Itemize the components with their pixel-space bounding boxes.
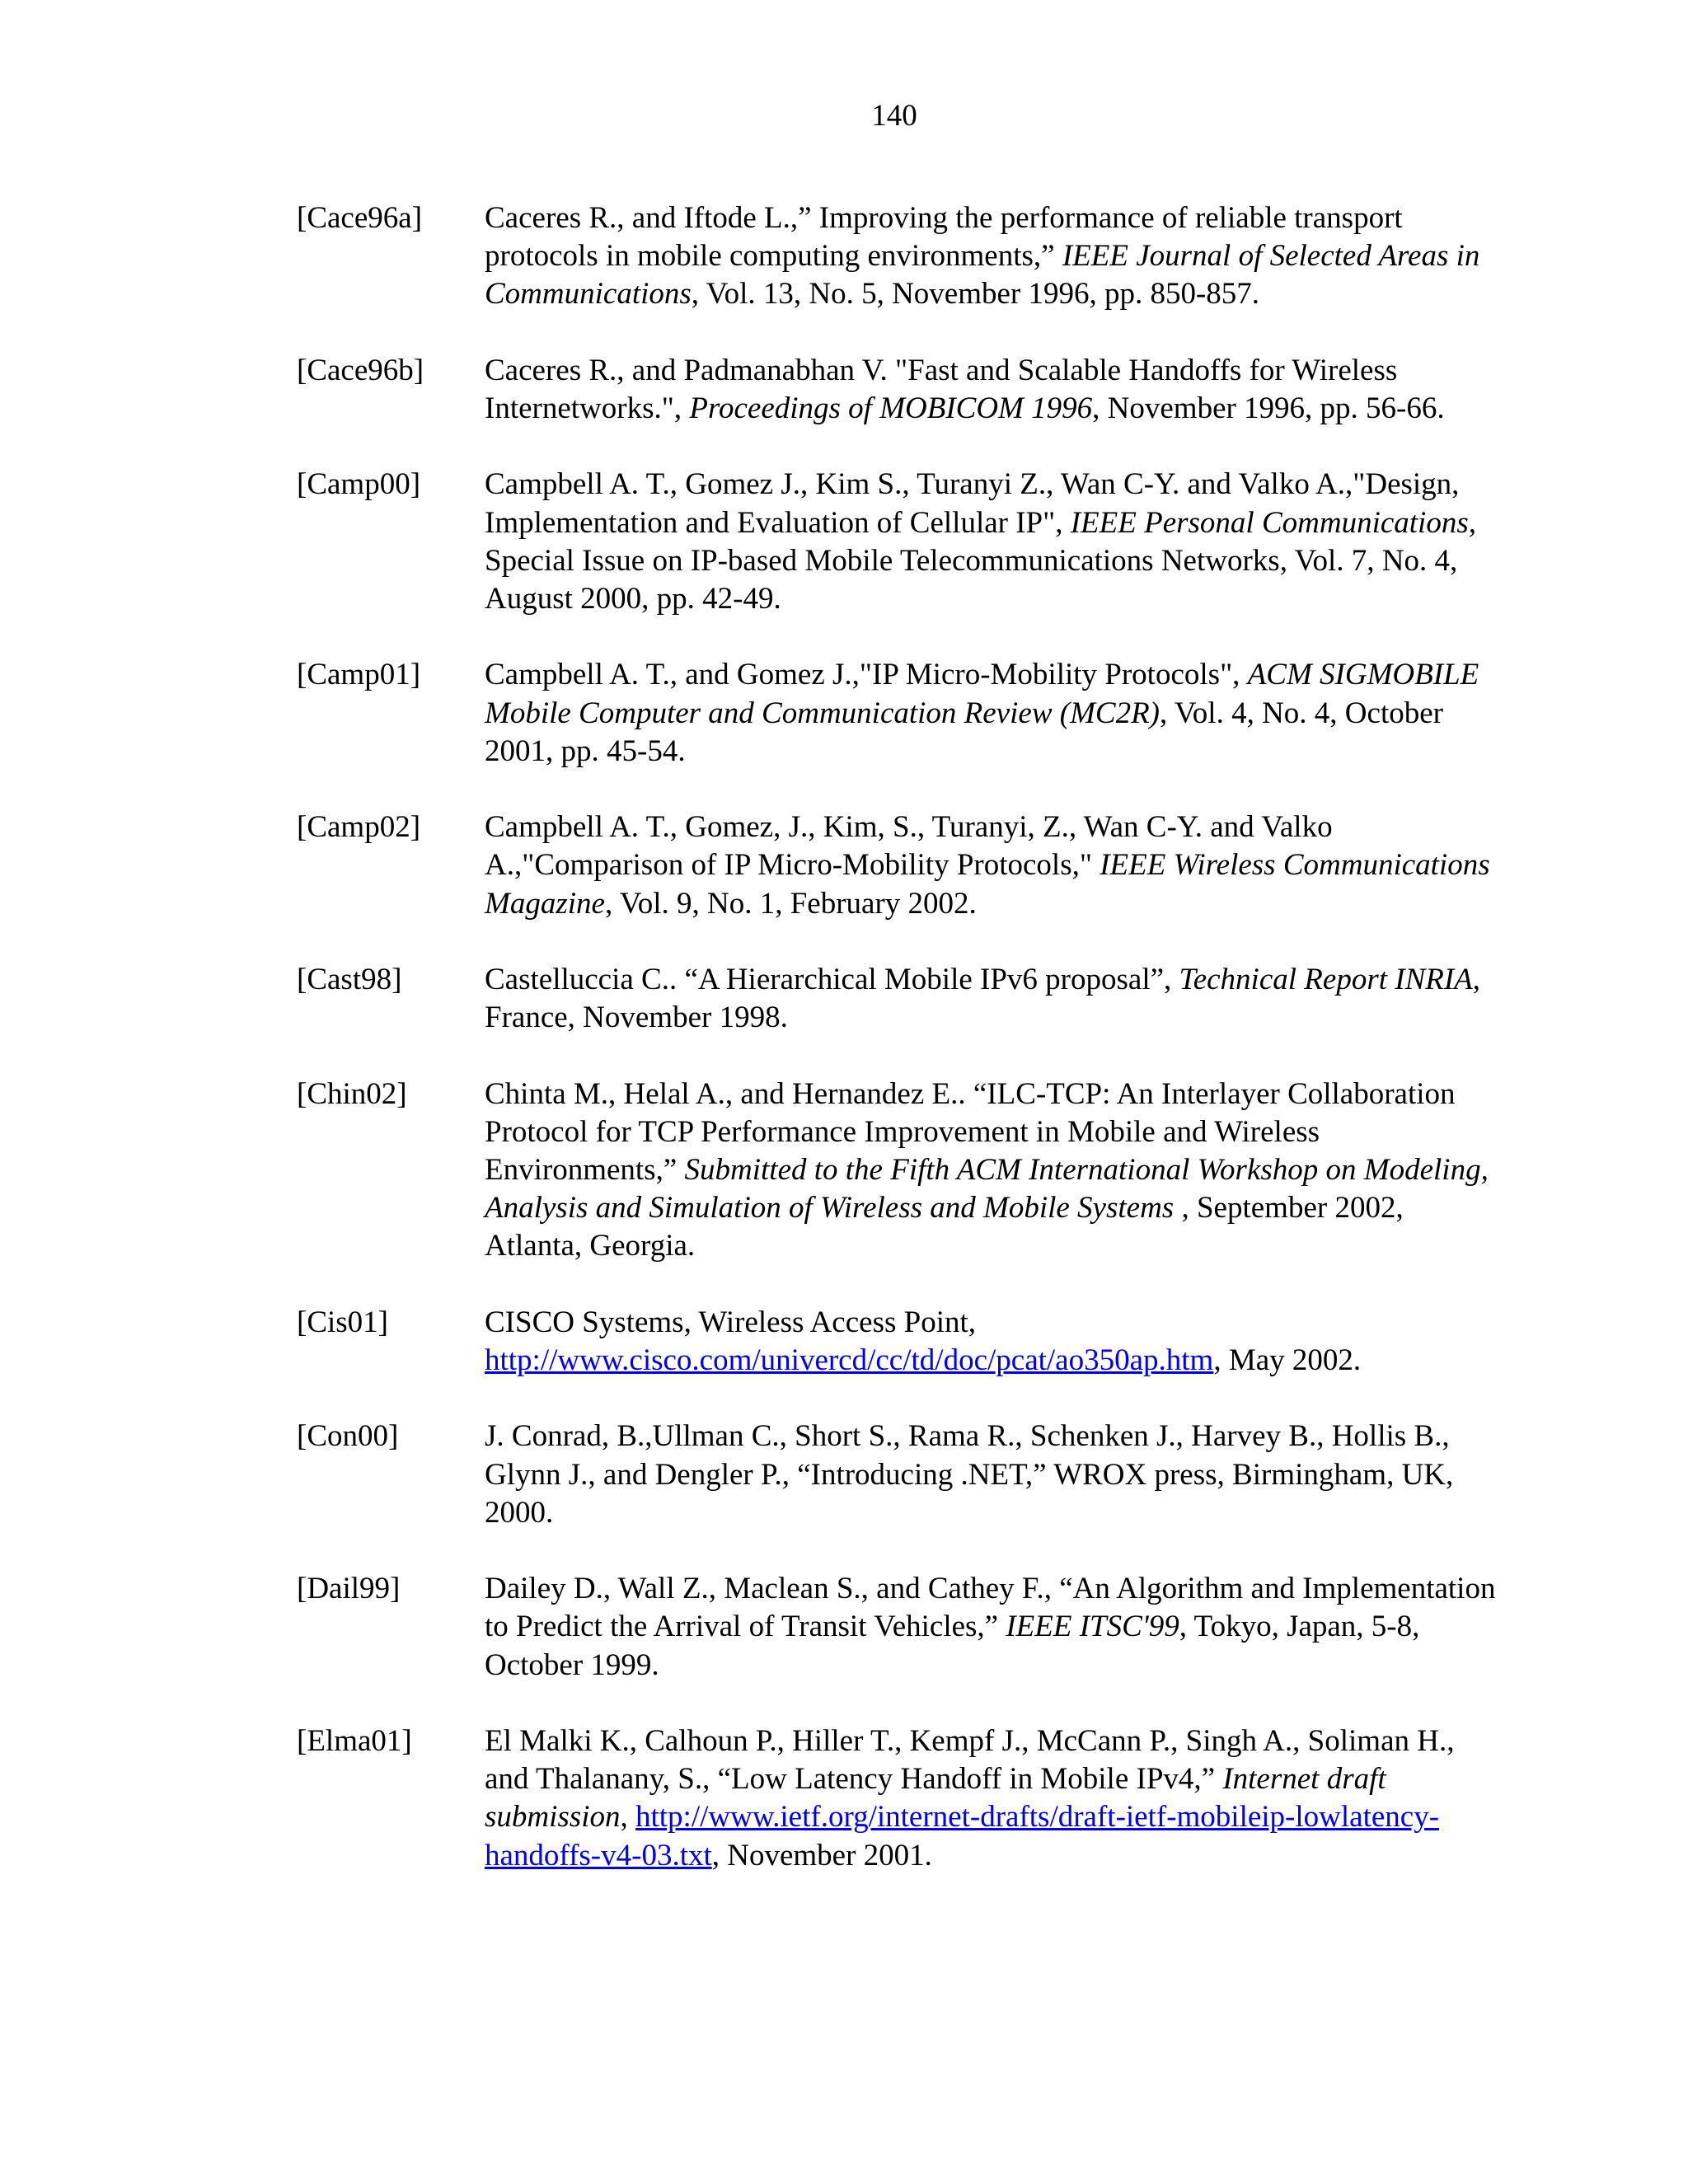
reference-text [485,1304,1500,1380]
reference-text-segment: , November 2001. [711,1838,932,1872]
reference-link[interactable]: http://www.ietf.org/internet-drafts/draft-ietf-mobileip-lowlatency-handoffs-v4-03.txt [485,1800,1440,1872]
reference-text [485,1570,1500,1685]
reference-key: [Elma01] [297,1723,412,1758]
reference-key: [Cace96a] [297,201,423,235]
reference-text-segment: , France, November 1998. [485,962,1481,1035]
reference-text [485,1722,1500,1875]
reference-entry [297,1418,1500,1532]
reference-italic-title: IEEE Wireless Communications Magazine [485,848,1490,921]
reference-entry [297,656,1500,771]
reference-key: [Dail99] [297,1572,401,1606]
reference-text-segment: Special Issue on IP-based Mobile Telecommunications Networks, Vol. 7, No. 4, August 2000, pp. 42-49. [485,543,1458,616]
reference-key: [Camp00] [297,467,421,502]
reference-text-segment: , November 1996, pp. 56-66. [1092,391,1445,425]
reference-text [485,352,1500,428]
reference-key: [Cast98] [297,962,402,996]
reference-text-segment: , [620,1800,635,1835]
reference-entry [297,808,1500,923]
reference-text-segment: J. Conrad, B.,Ullman C., Short S., Rama R., Schenken J., Harvey B., Hollis B., Glynn J., and Dengler P., “Introducing .NET,” WROX press, Birmingham, UK, 2000. [485,1419,1454,1530]
reference-text-segment: Campbell A. T., Gomez, J., Kim, S., Turanyi, Z., Wan C-Y. and Valko A.,"Comparison of IP Micro-Mobility Protocols," [485,810,1333,883]
reference-text-segment: , Vol. 9, No. 1, February 2002. [604,886,977,921]
reference-text-segment: Campbell A. T., Gomez J., Kim S., Turanyi Z., Wan C-Y. and Valko A.,"Design, Implementation and Evaluation of Cellular IP", [485,467,1460,540]
reference-key: [Cis01] [297,1305,388,1339]
reference-italic-title: ACM SIGMOBILE Mobile Computer and Communication Review (MC2R) [485,658,1479,730]
reference-text-segment: , Vol. 13, No. 5, November 1996, pp. 850-857. [691,277,1260,312]
reference-text-segment: Castelluccia C.. “A Hierarchical Mobile IPv6 proposal”, [485,962,1179,996]
reference-text-segment: , Vol. 4, No. 4, October 2001, pp. 45-54. [485,696,1443,768]
reference-text-segment: Caceres R., and Padmanabhan V. "Fast and Scalable Handoffs for Wireless Internetworks.", [485,353,1398,425]
reference-text [485,656,1500,771]
reference-text [485,961,1500,1037]
page-number: 140 [871,99,917,133]
reference-key: [Camp01] [297,658,421,692]
reference-text [485,1418,1500,1532]
reference-text [485,808,1500,923]
reference-text-segment: Chinta M., Helal A., and Hernandez E.. “ILC-TCP: An Interlayer Collaboration Protocol for TCP Performance Improvement in Mobile and Wireless Environments,” [485,1076,1456,1187]
reference-italic-title: Proceedings of MOBICOM 1996 [689,391,1093,425]
reference-text-segment: Campbell A. T., and Gomez J.,"IP Micro-Mobility Protocols", [485,658,1248,692]
reference-link[interactable]: http://www.cisco.com/univercd/cc/td/doc/pcat/ao350ap.htm [485,1343,1214,1377]
reference-entry [297,1722,1500,1875]
reference-italic-title: Technical Report INRIA [1179,962,1473,996]
reference-text-segment: , Tokyo, Japan, 5-8, October 1999. [485,1610,1420,1682]
reference-italic-title: IEEE Personal Communications, [1070,505,1476,540]
reference-key: [Cace96b] [297,353,424,387]
reference-text-segment: CISCO Systems, Wireless Access Point, [485,1305,977,1339]
reference-text-segment: El Malki K., Calhoun P., Hiller T., Kempf J., McCann P., Singh A., Soliman H., and Thalanany, S., “Low Latency Handoff in Mobile IPv4,” [485,1723,1455,1797]
reference-text [485,199,1500,314]
reference-text-segment: , September 2002, Atlanta, Georgia. [485,1191,1404,1263]
reference-italic-title: Internet draft submission [485,1762,1386,1835]
reference-text [485,1076,1500,1266]
reference-entry [297,1076,1500,1266]
reference-italic-title: IEEE ITSC'99 [1006,1610,1179,1644]
reference-entry [297,199,1500,314]
reference-text-segment: Caceres R., and Iftode L.,” Improving the performance of reliable transport protocols in mobile computing environments,” [485,201,1403,274]
reference-key: [Con00] [297,1419,399,1454]
reference-key: [Chin02] [297,1076,407,1111]
reference-entry [297,352,1500,428]
reference-italic-title: IEEE Journal of Selected Areas in Communications [485,239,1480,312]
reference-entry [297,466,1500,618]
reference-italic-title: Submitted to the Fifth ACM International Workshop on Modeling, Analysis and Simulation of Wireless and Mobile Systems [485,1152,1489,1226]
reference-entry [297,1304,1500,1380]
reference-text-segment: , May 2002. [1213,1343,1362,1377]
reference-key: [Camp02] [297,810,421,845]
reference-list [297,199,1500,1913]
reference-entry [297,961,1500,1037]
reference-text-segment: Dailey D., Wall Z., Maclean S., and Cathey F., “An Algorithm and Implementation to Predict the Arrival of Transit Vehicles,” [485,1572,1496,1644]
reference-text [485,466,1500,618]
reference-entry [297,1570,1500,1685]
